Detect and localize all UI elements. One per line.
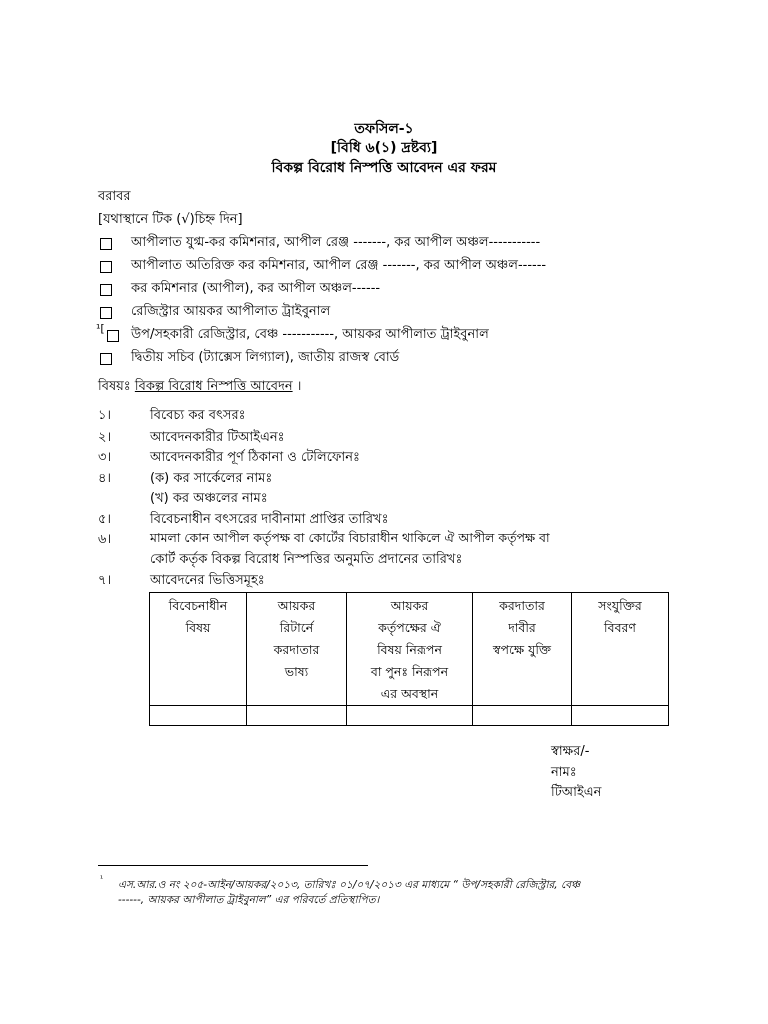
- option-label-2: আপীলাত অতিরিক্ত কর কমিশনার, আপীল রেঞ্জ -------, কর আপীল অঞ্চল------: [131, 258, 547, 273]
- option-label-4: রেজিস্ট্রার আয়কর আপীলাত ট্রাইবুনাল: [131, 304, 331, 319]
- footnote-divider: [98, 865, 368, 866]
- item-text-2: আবেদনকারীর টিআইএনঃ: [150, 430, 285, 445]
- subject-text: বিকল্প বিরোধ নিস্পত্তি আবেদন: [134, 379, 293, 394]
- item-text-3: আবেদনকারীর পূর্ণ ঠিকানা ও টেলিফোনঃ: [150, 450, 360, 465]
- header-taxpayer-argument: করদাতার দাবীর স্বপক্ষে যুক্তি: [473, 593, 572, 706]
- option-label-5: উপ/সহকারী রেজিস্ট্রার, বেঞ্চ -----------, আয়কর আপীলাত ট্রাইবুনাল: [131, 327, 489, 342]
- header-issue-under-consideration: বিবেচনাধীন বিষয়: [150, 593, 247, 706]
- table-row: [150, 706, 669, 726]
- item-text-7: আবেদনের ভিত্তিসমূহঃ: [150, 573, 265, 588]
- item-text-1: বিবেচ্য কর বৎসরঃ: [150, 408, 246, 423]
- name-label: নামঃ: [551, 765, 577, 780]
- header-tax-authority-position: আয়কর কর্তৃপক্ষের ঐ বিষয় নিরূপন বা পুনঃ নিরূপন এর অবস্থান: [347, 593, 473, 706]
- table-cell-attachments[interactable]: [572, 706, 669, 726]
- footnote-line-1: এস.আর.ও নং ২০৫-আইন/আয়কর/২০১৩, তারিখঃ ০১/০৭/২০১৩ এর মাধ্যমে “ উপ/সহকারী রেজিস্ট্রার, বেঞ্চ: [118, 879, 581, 891]
- option-label-1: আপীলাত যুগ্ম-কর কমিশনার, আপীল রেঞ্জ -------, কর আপীল অঞ্চল-----------: [131, 235, 541, 250]
- option-label-6: দ্বিতীয় সচিব (ট্যাক্সেস লিগ্যাল), জাতীয় রাজস্ব বোর্ড: [131, 350, 400, 365]
- item-number-6: ৬।: [98, 532, 112, 547]
- header-taxpayer-statement-in-return: আয়কর রিটার্নে করদাতার ভাষ্য: [247, 593, 347, 706]
- grounds-table: [149, 592, 669, 726]
- option-checkbox-6[interactable]: [100, 350, 112, 369]
- rule-reference: [বিধি ৬(১) দ্রষ্টব্য]: [330, 140, 438, 156]
- tin-label: টিআইএন: [551, 785, 602, 800]
- item-number-4: ৪।: [98, 471, 112, 486]
- item-number-1: ১।: [98, 408, 112, 423]
- item-number-2: ২।: [98, 430, 112, 445]
- footnote-mark: ¹: [100, 874, 104, 883]
- table-cell-issue[interactable]: [150, 706, 247, 726]
- signature-label: স্বাক্ষর/-: [551, 744, 590, 759]
- table-header-row: [150, 593, 669, 706]
- form-schedule-title: তফসিল-১: [354, 121, 414, 137]
- item-text-5: বিবেচনাধীন বৎসরের দাবীনামা প্রাপ্তির তারিখঃ: [150, 512, 389, 527]
- item-number-5: ৫।: [98, 512, 112, 527]
- table-cell-argument[interactable]: [473, 706, 572, 726]
- option-checkbox-3[interactable]: [100, 281, 112, 300]
- tick-instruction: [যথাস্থানে টিক (√)চিহ্ন দিন]: [98, 212, 243, 227]
- form-title: বিকল্প বিরোধ নিস্পত্তি আবেদন এর ফরম: [271, 160, 497, 176]
- item-number-7: ৭।: [98, 573, 112, 588]
- item-text-6-line2: কোর্ট কর্তৃক বিকল্প বিরোধ নিস্পত্তির অনুমতি প্রদানের তারিখঃ: [150, 552, 463, 567]
- footnote-reference-mark: ¹[: [96, 322, 105, 335]
- footnote-line-2: ------, আয়কর আপীলাত ট্রাইবুনাল” এর পরিবর্তে প্রতিস্থাপিত।: [118, 894, 380, 906]
- subject-line: [98, 377, 301, 398]
- option-checkbox-4[interactable]: [100, 304, 112, 323]
- option-checkbox-1[interactable]: [100, 235, 112, 254]
- option-label-3: কর কমিশনার (আপীল), কর আপীল অঞ্চল------: [131, 281, 381, 296]
- item-text-4a: (ক) কর সার্কেলের নামঃ: [150, 471, 273, 486]
- header-attachment-details: সংযুক্তির বিবরণ: [572, 593, 669, 706]
- table-cell-authority-position[interactable]: [347, 706, 473, 726]
- option-checkbox-5[interactable]: [107, 327, 119, 346]
- option-checkbox-2[interactable]: [100, 258, 112, 277]
- item-text-4b: (খ) কর অঞ্চলের নামঃ: [150, 491, 268, 506]
- subject-end: ।: [296, 379, 302, 394]
- table-cell-statement[interactable]: [247, 706, 347, 726]
- recipient-label: বরাবর: [98, 189, 131, 204]
- subject-label: বিষয়ঃ: [98, 379, 131, 394]
- item-number-3: ৩।: [98, 450, 112, 465]
- item-text-6-line1: মামলা কোন আপীল কর্তৃপক্ষ বা কোর্টের বিচারাধীন থাকিলে ঐ আপীল কর্তৃপক্ষ বা: [150, 530, 550, 545]
